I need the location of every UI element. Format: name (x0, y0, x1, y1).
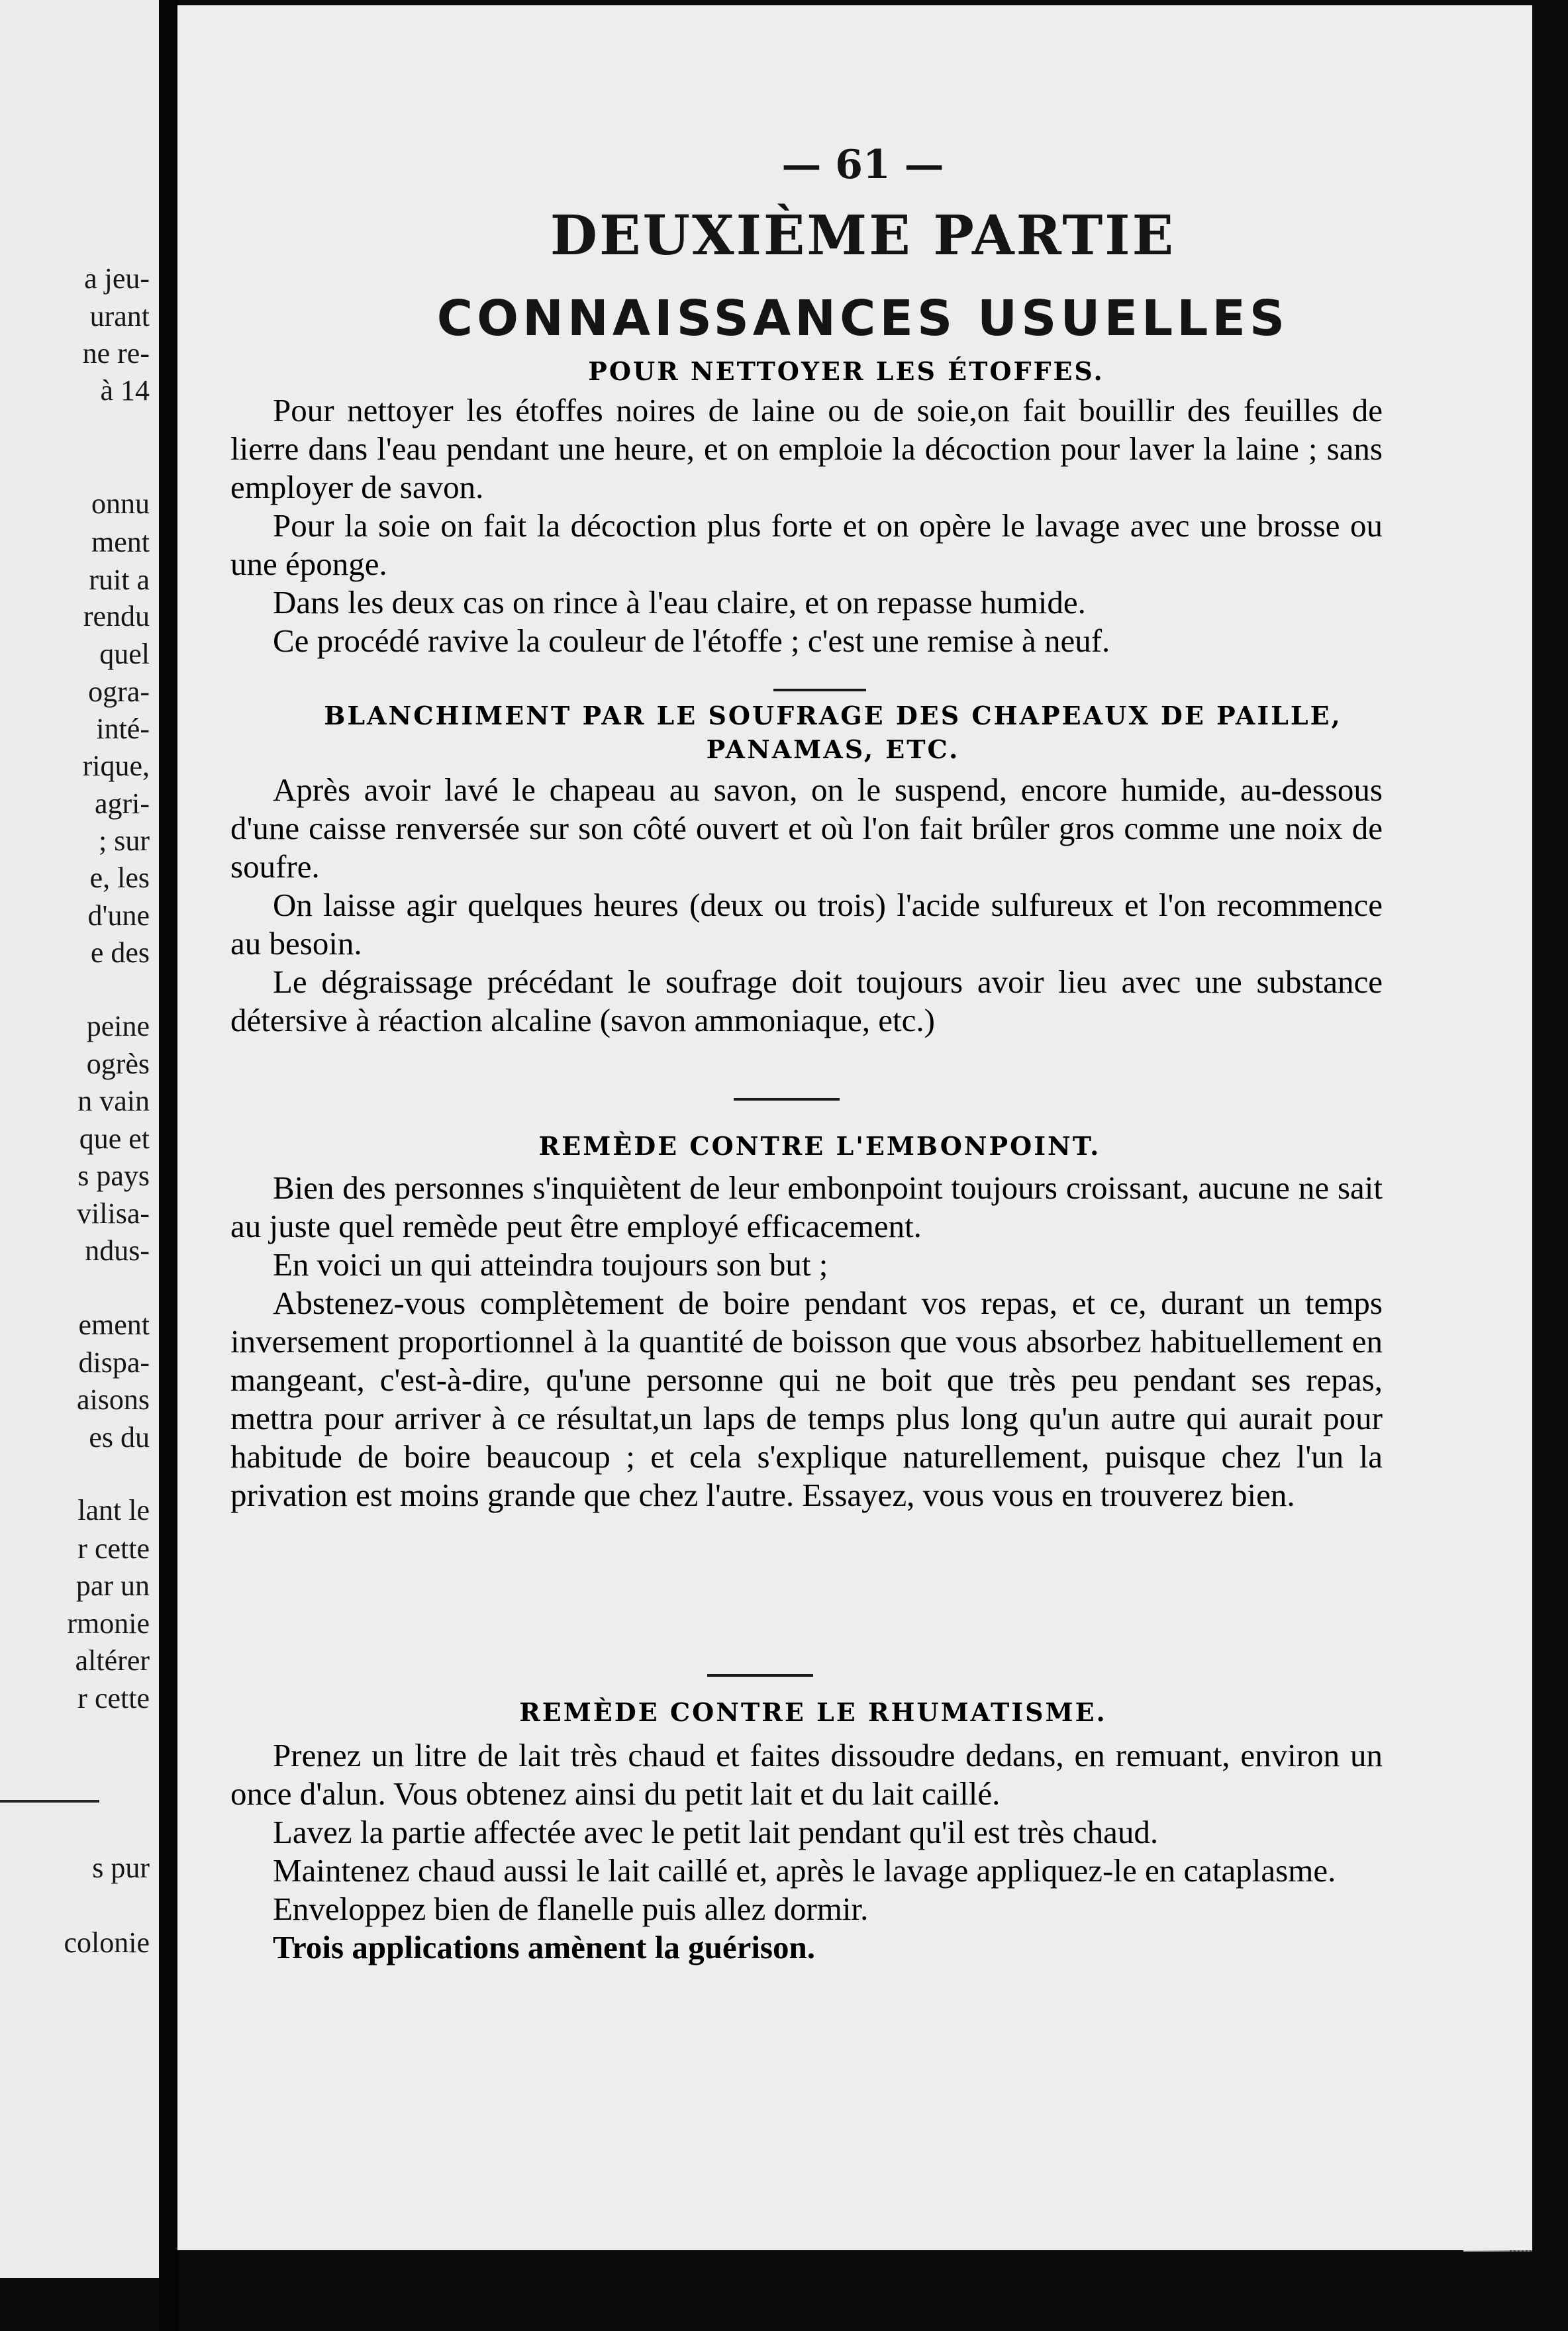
left-page-line: inté- (96, 713, 150, 745)
section-heading-line2: PANAMAS, ETC. (706, 734, 960, 764)
section-heading: POUR NETTOYER LES ÉTOFFES. (588, 356, 1104, 386)
left-page-line: par un (75, 1569, 150, 1602)
left-page-line: lant le (77, 1494, 150, 1526)
section-divider (734, 1098, 840, 1101)
left-page-line: a jeu- (84, 262, 150, 295)
page-number: — 61 — (781, 142, 944, 188)
section-cleaning-fabrics (230, 356, 1383, 660)
left-page-line: aisons (77, 1383, 150, 1416)
left-page-line: rmonie (67, 1607, 150, 1640)
left-page-line: colonie (64, 1926, 150, 1959)
book-page (177, 5, 1532, 2250)
left-page-line: quel (99, 638, 150, 670)
left-page-line: ogra- (88, 675, 150, 708)
left-page-line: ndus- (85, 1234, 150, 1267)
paragraph: Le dégraissage précédant le soufrage doit toujours avoir lieu avec une substance détersive à réaction alcaline (savon ammoniaque, etc.) (230, 964, 1383, 1038)
left-page-line: dispa- (78, 1346, 150, 1379)
left-page-line: urant (89, 300, 150, 332)
paragraph: En voici un qui atteindra toujours son but ; (273, 1246, 828, 1283)
paragraph: On laisse agir quelques heures (deux ou trois) l'acide sulfureux et l'on recommence au besoin. (230, 887, 1383, 962)
left-page-line: altérer (75, 1644, 150, 1677)
section-remedy-rheumatism (230, 1697, 1383, 1967)
part-title: DEUXIÈME PARTIE (550, 204, 1176, 268)
left-page-line: agri- (94, 787, 150, 820)
left-page-line: es du (89, 1421, 150, 1454)
left-page-line: ment (91, 526, 150, 558)
left-page-line: vilisa- (77, 1197, 150, 1230)
left-page-line: e des (90, 936, 150, 969)
left-page-line: rendu (83, 600, 150, 632)
left-page-line: s pays (77, 1160, 150, 1192)
paragraph: Maintenez chaud aussi le lait caillé et, après le lavage appliquez-le en cataplasme. (273, 1852, 1336, 1889)
paragraph: Ce procédé ravive la couleur de l'étoffe ; c'est une remise à neuf. (273, 622, 1110, 659)
section-bleaching-hats (230, 701, 1383, 1040)
left-page-line: n vain (77, 1085, 150, 1117)
paragraph: Dans les deux cas on rince à l'eau claire, et on repasse humide. (273, 584, 1086, 620)
paragraph: Enveloppez bien de flanelle puis allez dormir. (273, 1891, 869, 1927)
left-page-line: d'une (87, 899, 150, 932)
left-page-rule (0, 1800, 99, 1803)
paragraph: Prenez un litre de lait très chaud et faites dissoudre dedans, en remuant, environ un once d'alun. Vous obtenez ainsi du petit lait et du lait caillé. (230, 1737, 1383, 1812)
left-page-line: ruit a (89, 564, 150, 596)
paragraph: Abstenez-vous complètement de boire pendant vos repas, et ce, durant un temps inversement proportionnel à la quantité de boisson que vous absorbez habituellement en mangeant, c'est-à-dire, qu'une personne qui ne boit que très peu pendant ses repas, mettra pour arriver à ce résultat,un laps de temps plus long qu'un autre qui aurait pour habitude de boire beaucoup ; et cela s'explique naturellement, puisque chez l'un la privation est moins grande que chez l'autre. Essayez, vous vous en trouverez bien. (230, 1285, 1383, 1513)
section-remedy-corpulence (230, 1131, 1383, 1514)
section-heading: REMÈDE CONTRE L'EMBONPOINT. (538, 1131, 1101, 1161)
section-heading: REMÈDE CONTRE LE RHUMATISME. (519, 1697, 1107, 1727)
left-page-line: ne re- (82, 337, 150, 370)
left-page-line: onnu (91, 487, 150, 520)
section-heading: BLANCHIMENT PAR LE SOUFRAGE DES CHAPEAUX DE PAILLE, (324, 701, 1342, 730)
section-divider (773, 689, 866, 691)
paragraph: Bien des personnes s'inquiètent de leur embonpoint toujours croissant, aucune ne sait au juste quel remède peut être employé efficacement. (230, 1169, 1383, 1244)
left-page-line: ogrès (86, 1048, 150, 1080)
left-page-line: que et (79, 1122, 150, 1155)
paragraph: Pour la soie on fait la décoction plus forte et on opère le lavage avec une brosse ou une éponge. (230, 507, 1383, 582)
paragraph: Après avoir lavé le chapeau au savon, on le suspend, encore humide, au-dessous d'une caisse renversée sur son côté ouvert et où l'on fait brûler gros comme une noix de soufre. (230, 771, 1383, 885)
section-divider (707, 1674, 813, 1677)
left-page-line: r cette (77, 1532, 150, 1565)
left-page-line: ement (78, 1309, 150, 1341)
left-page-line: e, les (89, 862, 150, 894)
left-page-line: ; sur (99, 824, 150, 857)
paragraph: Pour nettoyer les étoffes noires de laine ou de soie,on fait bouillir des feuilles de lierre dans l'eau pendant une heure, et on emploie la décoction pour laver la laine ; sans employer de savon. (230, 392, 1383, 505)
paragraph: Lavez la partie affectée avec le petit lait pendant qu'il est très chaud. (273, 1814, 1159, 1850)
paragraph: Trois applications amènent la guérison. (273, 1929, 816, 1965)
left-page-line: à 14 (100, 374, 150, 407)
left-page-line: rique, (82, 750, 150, 782)
left-page-line: peine (86, 1010, 150, 1042)
section-title: CONNAISSANCES USUELLES (436, 290, 1289, 347)
left-page-line: r cette (77, 1682, 150, 1714)
left-page-line: s pur (92, 1852, 150, 1884)
previous-page-fragment (0, 0, 159, 2278)
book-gutter (159, 0, 179, 2331)
